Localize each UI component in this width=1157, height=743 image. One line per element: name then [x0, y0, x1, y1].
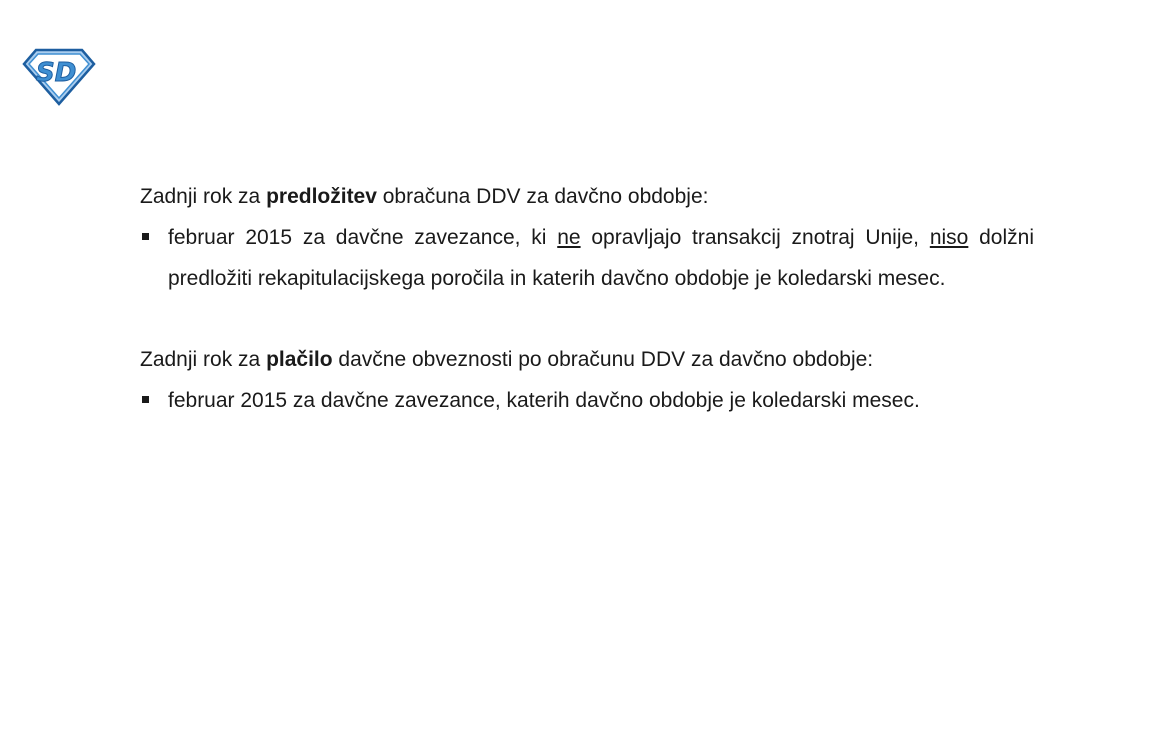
sd-logo — [22, 48, 96, 106]
heading-text-post: davčne obveznosti po obračunu DDV za davčno obdobje: — [332, 348, 874, 371]
list-item — [140, 217, 1034, 299]
section-spacer — [140, 299, 1040, 339]
heading-text-pre: Zadnji rok za — [140, 185, 267, 208]
payment-deadline-list — [140, 380, 1040, 421]
heading-bold-term: predložitev — [266, 185, 377, 208]
submission-deadline-list — [140, 217, 1040, 299]
item-text: dolžni predložiti rekapitulacijskega poročila in katerih davčno obdobje je koledarski mesec. — [168, 226, 1034, 290]
heading-text-pre: Zadnji rok za — [140, 348, 267, 371]
list-item — [140, 380, 1034, 421]
heading-bold-term: plačilo — [266, 348, 333, 371]
payment-deadline-heading — [140, 339, 1040, 380]
underlined-term-ne: ne — [557, 226, 581, 249]
item-text: februar 2015 za davčne zavezance, ki — [168, 226, 558, 249]
heading-text-post: obračuna DDV za davčno obdobje: — [376, 185, 709, 208]
document-body — [140, 176, 1040, 421]
item-text: februar 2015 za davčne zavezance, katerih davčno obdobje je koledarski mesec. — [168, 389, 920, 412]
logo-letters: SD — [36, 58, 77, 88]
underlined-term-niso: niso — [929, 226, 969, 249]
sd-logo-icon — [22, 48, 96, 106]
item-text: opravljajo transakcij znotraj Unije, — [580, 226, 930, 249]
submission-deadline-heading — [140, 176, 1040, 217]
